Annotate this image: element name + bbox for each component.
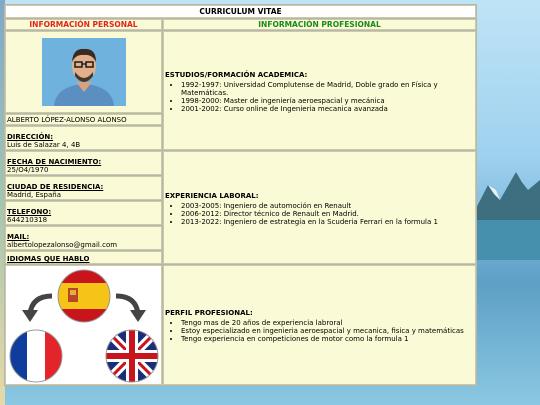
mail-label: MAIL: [7, 233, 30, 241]
phone-cell [5, 201, 162, 225]
spain-flag-icon [56, 268, 112, 324]
profile-item: • Tengo mas de 20 años de experiencia labroral [181, 319, 474, 327]
mail-cell [5, 226, 162, 250]
education-item: • 1998-2000: Master de ingeniería aeroespacial y mecánica [181, 97, 474, 105]
profile-title: PERFIL PROFESIONAL: [165, 309, 253, 317]
cv-table [4, 4, 477, 386]
profile-photo [42, 38, 126, 106]
profile-section [163, 265, 476, 385]
city-cell [5, 176, 162, 200]
experience-item: • 2013-2022: Ingeniero de estrategia en la Scuderia Ferrari en la formula 1 [181, 218, 474, 226]
experience-section [163, 151, 476, 264]
uk-flag-icon [104, 328, 160, 384]
phone-value: 644210318 [7, 216, 48, 224]
languages-label: IDIOMAS QUE HABLO [7, 255, 90, 263]
education-section [163, 31, 476, 150]
languages-flags [6, 266, 161, 384]
photo-cell [5, 31, 162, 113]
personal-info-header: INFORMACIÓN PERSONAL [5, 19, 162, 30]
address-value: Luis de Salazar 4, 4B [7, 141, 81, 149]
professional-info-header: INFORMACIÓN PROFESIONAL [163, 19, 476, 30]
phone-label: TELEFONO: [7, 208, 52, 216]
arrow-left-head-icon [22, 310, 38, 322]
languages-flags-cell [5, 265, 162, 385]
city-label: CIUDAD DE RESIDENCIA: [7, 183, 104, 191]
birth-value: 25/O4/1970 [7, 166, 49, 174]
profile-list [165, 319, 474, 343]
mail-value[interactable]: albertolopezalonso@gmail.com [7, 241, 118, 249]
france-flag-icon [8, 328, 64, 384]
city-value: Madrid, España [7, 191, 62, 199]
education-list [165, 81, 474, 113]
birth-label: FECHA DE NACIMIENTO: [7, 158, 102, 166]
address-label: DIRECCIÓN: [7, 133, 54, 141]
profile-item: • Tengo experiencia en competiciones de motor como la formula 1 [181, 335, 474, 343]
education-title: ESTUDIOS/FORMACIÓN ACADEMICA: [165, 70, 308, 79]
experience-list [165, 202, 474, 226]
full-name: ALBERTO LÓPEZ-ALONSO ALONSO [5, 114, 162, 125]
background-mountains [470, 150, 540, 260]
birth-cell [5, 151, 162, 175]
education-item: • 1992-1997: Universidad Complutense de Madrid, Doble grado en Física y Matemáticas. [181, 81, 474, 97]
languages-cell [5, 251, 162, 264]
experience-title: EXPERIENCIA LABORAL: [165, 191, 259, 200]
education-item: • 2001-2002: Curso online de Ingenieria mecanica avanzada [181, 105, 474, 113]
profile-item: • Estoy especializado en ingenieria aeroespacial y mecanica, fisica y matemáticas [181, 327, 474, 335]
address-cell [5, 126, 162, 150]
arrow-right-head-icon [130, 310, 146, 322]
experience-item: • 2006-2012: Director técnico de Renault en Madrid. [181, 210, 474, 218]
experience-item: • 2003-2005: Ingeniero de automoción en Renault [181, 202, 474, 210]
page-title: CURRICULUM VITAE [5, 5, 476, 18]
